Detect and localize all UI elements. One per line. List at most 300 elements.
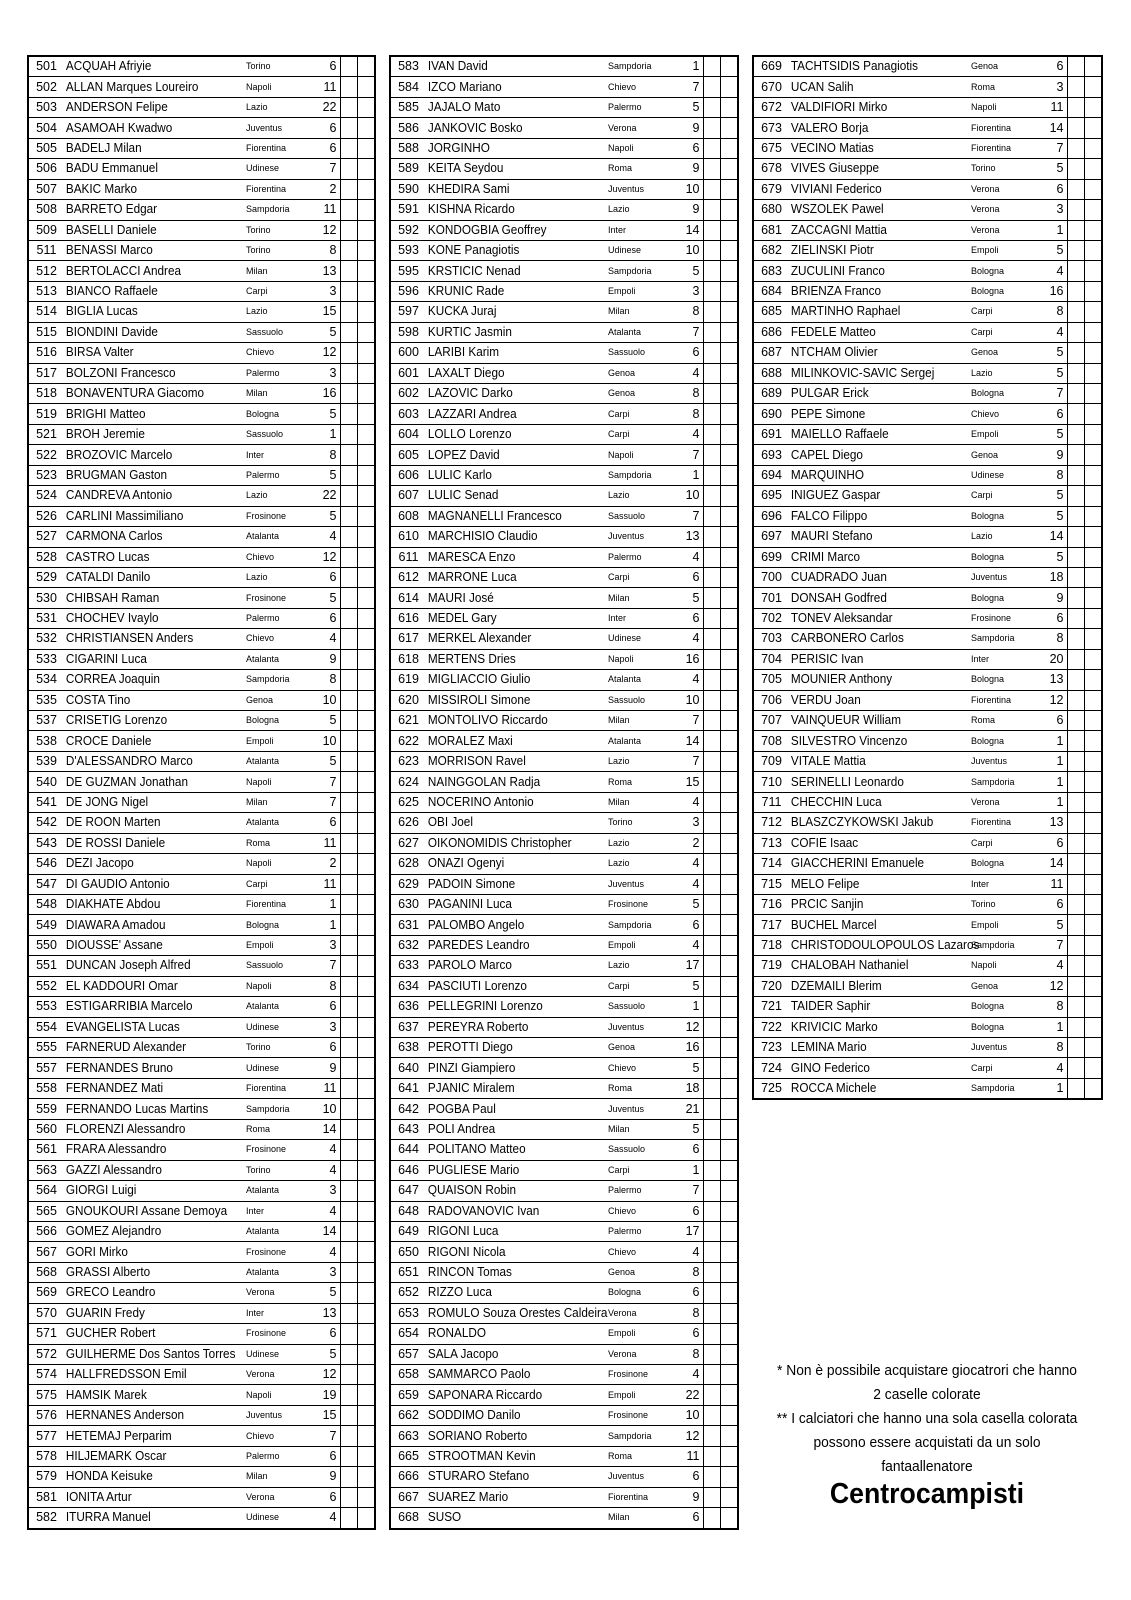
selection-box[interactable] bbox=[1084, 997, 1102, 1017]
selection-box[interactable] bbox=[1067, 527, 1084, 547]
selection-box[interactable] bbox=[1084, 404, 1102, 424]
selection-box[interactable] bbox=[340, 261, 357, 281]
selection-box[interactable] bbox=[1084, 486, 1102, 506]
selection-box[interactable] bbox=[340, 118, 357, 138]
selection-box[interactable] bbox=[1084, 751, 1102, 771]
selection-box[interactable] bbox=[357, 138, 375, 158]
selection-box[interactable] bbox=[720, 1099, 738, 1119]
selection-box[interactable] bbox=[1067, 751, 1084, 771]
selection-box[interactable] bbox=[357, 1467, 375, 1487]
selection-box[interactable] bbox=[340, 1385, 357, 1405]
selection-box[interactable] bbox=[703, 1344, 720, 1364]
selection-box[interactable] bbox=[340, 200, 357, 220]
selection-box[interactable] bbox=[720, 302, 738, 322]
selection-box[interactable] bbox=[720, 976, 738, 996]
selection-box[interactable] bbox=[340, 854, 357, 874]
selection-box[interactable] bbox=[1084, 649, 1102, 669]
selection-box[interactable] bbox=[357, 956, 375, 976]
selection-box[interactable] bbox=[340, 731, 357, 751]
selection-box[interactable] bbox=[1084, 731, 1102, 751]
selection-box[interactable] bbox=[357, 281, 375, 301]
selection-box[interactable] bbox=[720, 486, 738, 506]
selection-box[interactable] bbox=[720, 792, 738, 812]
selection-box[interactable] bbox=[720, 751, 738, 771]
selection-box[interactable] bbox=[1067, 138, 1084, 158]
selection-box[interactable] bbox=[1067, 997, 1084, 1017]
selection-box[interactable] bbox=[703, 588, 720, 608]
selection-box[interactable] bbox=[1067, 711, 1084, 731]
selection-box[interactable] bbox=[357, 404, 375, 424]
selection-box[interactable] bbox=[720, 220, 738, 240]
selection-box[interactable] bbox=[357, 1324, 375, 1344]
selection-box[interactable] bbox=[703, 240, 720, 260]
selection-box[interactable] bbox=[720, 1487, 738, 1507]
selection-box[interactable] bbox=[1067, 506, 1084, 526]
selection-box[interactable] bbox=[357, 261, 375, 281]
selection-box[interactable] bbox=[340, 670, 357, 690]
selection-box[interactable] bbox=[357, 1303, 375, 1323]
selection-box[interactable] bbox=[720, 1508, 738, 1529]
selection-box[interactable] bbox=[1084, 874, 1102, 894]
selection-box[interactable] bbox=[720, 179, 738, 199]
selection-box[interactable] bbox=[703, 322, 720, 342]
selection-box[interactable] bbox=[340, 424, 357, 444]
selection-box[interactable] bbox=[703, 281, 720, 301]
selection-box[interactable] bbox=[340, 56, 357, 77]
selection-box[interactable] bbox=[340, 302, 357, 322]
selection-box[interactable] bbox=[703, 670, 720, 690]
selection-box[interactable] bbox=[357, 547, 375, 567]
selection-box[interactable] bbox=[720, 1140, 738, 1160]
selection-box[interactable] bbox=[720, 322, 738, 342]
selection-box[interactable] bbox=[703, 874, 720, 894]
selection-box[interactable] bbox=[703, 138, 720, 158]
selection-box[interactable] bbox=[1067, 56, 1084, 77]
selection-box[interactable] bbox=[357, 1385, 375, 1405]
selection-box[interactable] bbox=[357, 486, 375, 506]
selection-box[interactable] bbox=[1084, 261, 1102, 281]
selection-box[interactable] bbox=[720, 343, 738, 363]
selection-box[interactable] bbox=[1084, 833, 1102, 853]
selection-box[interactable] bbox=[720, 527, 738, 547]
selection-box[interactable] bbox=[357, 97, 375, 117]
selection-box[interactable] bbox=[703, 894, 720, 914]
selection-box[interactable] bbox=[703, 997, 720, 1017]
selection-box[interactable] bbox=[1067, 649, 1084, 669]
selection-box[interactable] bbox=[1067, 567, 1084, 587]
selection-box[interactable] bbox=[1067, 976, 1084, 996]
selection-box[interactable] bbox=[1084, 118, 1102, 138]
selection-box[interactable] bbox=[703, 1078, 720, 1098]
selection-box[interactable] bbox=[1067, 792, 1084, 812]
selection-box[interactable] bbox=[720, 138, 738, 158]
selection-box[interactable] bbox=[1084, 813, 1102, 833]
selection-box[interactable] bbox=[357, 1365, 375, 1385]
selection-box[interactable] bbox=[1067, 220, 1084, 240]
selection-box[interactable] bbox=[340, 547, 357, 567]
selection-box[interactable] bbox=[357, 1017, 375, 1037]
selection-box[interactable] bbox=[1084, 240, 1102, 260]
selection-box[interactable] bbox=[340, 649, 357, 669]
selection-box[interactable] bbox=[720, 1405, 738, 1425]
selection-box[interactable] bbox=[703, 384, 720, 404]
selection-box[interactable] bbox=[703, 935, 720, 955]
selection-box[interactable] bbox=[340, 833, 357, 853]
selection-box[interactable] bbox=[703, 363, 720, 383]
selection-box[interactable] bbox=[720, 404, 738, 424]
selection-box[interactable] bbox=[1084, 608, 1102, 628]
selection-box[interactable] bbox=[340, 1467, 357, 1487]
selection-box[interactable] bbox=[340, 343, 357, 363]
selection-box[interactable] bbox=[1084, 200, 1102, 220]
selection-box[interactable] bbox=[703, 1405, 720, 1425]
selection-box[interactable] bbox=[1084, 792, 1102, 812]
selection-box[interactable] bbox=[1084, 670, 1102, 690]
selection-box[interactable] bbox=[1084, 956, 1102, 976]
selection-box[interactable] bbox=[1067, 608, 1084, 628]
selection-box[interactable] bbox=[720, 935, 738, 955]
selection-box[interactable] bbox=[357, 343, 375, 363]
selection-box[interactable] bbox=[1084, 220, 1102, 240]
selection-box[interactable] bbox=[703, 567, 720, 587]
selection-box[interactable] bbox=[1084, 854, 1102, 874]
selection-box[interactable] bbox=[1084, 465, 1102, 485]
selection-box[interactable] bbox=[703, 629, 720, 649]
selection-box[interactable] bbox=[703, 1242, 720, 1262]
selection-box[interactable] bbox=[720, 506, 738, 526]
selection-box[interactable] bbox=[703, 1038, 720, 1058]
selection-box[interactable] bbox=[340, 1262, 357, 1282]
selection-box[interactable] bbox=[340, 711, 357, 731]
selection-box[interactable] bbox=[357, 1140, 375, 1160]
selection-box[interactable] bbox=[703, 200, 720, 220]
selection-box[interactable] bbox=[340, 629, 357, 649]
selection-box[interactable] bbox=[357, 77, 375, 97]
selection-box[interactable] bbox=[720, 1038, 738, 1058]
selection-box[interactable] bbox=[703, 772, 720, 792]
selection-box[interactable] bbox=[340, 567, 357, 587]
selection-box[interactable] bbox=[357, 731, 375, 751]
selection-box[interactable] bbox=[720, 77, 738, 97]
selection-box[interactable] bbox=[720, 240, 738, 260]
selection-box[interactable] bbox=[340, 138, 357, 158]
selection-box[interactable] bbox=[357, 1426, 375, 1446]
selection-box[interactable] bbox=[340, 1426, 357, 1446]
selection-box[interactable] bbox=[357, 711, 375, 731]
selection-box[interactable] bbox=[1067, 588, 1084, 608]
selection-box[interactable] bbox=[340, 1344, 357, 1364]
selection-box[interactable] bbox=[1067, 915, 1084, 935]
selection-box[interactable] bbox=[1067, 97, 1084, 117]
selection-box[interactable] bbox=[340, 1487, 357, 1507]
selection-box[interactable] bbox=[357, 56, 375, 77]
selection-box[interactable] bbox=[1084, 711, 1102, 731]
selection-box[interactable] bbox=[340, 77, 357, 97]
selection-box[interactable] bbox=[703, 261, 720, 281]
selection-box[interactable] bbox=[340, 1508, 357, 1529]
selection-box[interactable] bbox=[720, 1365, 738, 1385]
selection-box[interactable] bbox=[357, 1487, 375, 1507]
selection-box[interactable] bbox=[357, 527, 375, 547]
selection-box[interactable] bbox=[1067, 424, 1084, 444]
selection-box[interactable] bbox=[357, 874, 375, 894]
selection-box[interactable] bbox=[1084, 1017, 1102, 1037]
selection-box[interactable] bbox=[720, 1058, 738, 1078]
selection-box[interactable] bbox=[340, 915, 357, 935]
selection-box[interactable] bbox=[720, 608, 738, 628]
selection-box[interactable] bbox=[720, 1303, 738, 1323]
selection-box[interactable] bbox=[703, 690, 720, 710]
selection-box[interactable] bbox=[703, 1365, 720, 1385]
selection-box[interactable] bbox=[720, 1160, 738, 1180]
selection-box[interactable] bbox=[1084, 97, 1102, 117]
selection-box[interactable] bbox=[1067, 77, 1084, 97]
selection-box[interactable] bbox=[340, 1038, 357, 1058]
selection-box[interactable] bbox=[720, 772, 738, 792]
selection-box[interactable] bbox=[340, 813, 357, 833]
selection-box[interactable] bbox=[1067, 343, 1084, 363]
selection-box[interactable] bbox=[1067, 670, 1084, 690]
selection-box[interactable] bbox=[1084, 629, 1102, 649]
selection-box[interactable] bbox=[1067, 1078, 1084, 1099]
selection-box[interactable] bbox=[720, 465, 738, 485]
selection-box[interactable] bbox=[357, 200, 375, 220]
selection-box[interactable] bbox=[703, 833, 720, 853]
selection-box[interactable] bbox=[1067, 935, 1084, 955]
selection-box[interactable] bbox=[703, 527, 720, 547]
selection-box[interactable] bbox=[340, 1221, 357, 1241]
selection-box[interactable] bbox=[340, 1324, 357, 1344]
selection-box[interactable] bbox=[720, 1283, 738, 1303]
selection-box[interactable] bbox=[703, 751, 720, 771]
selection-box[interactable] bbox=[1067, 690, 1084, 710]
selection-box[interactable] bbox=[340, 240, 357, 260]
selection-box[interactable] bbox=[357, 1221, 375, 1241]
selection-box[interactable] bbox=[703, 1160, 720, 1180]
selection-box[interactable] bbox=[340, 527, 357, 547]
selection-box[interactable] bbox=[720, 200, 738, 220]
selection-box[interactable] bbox=[703, 343, 720, 363]
selection-box[interactable] bbox=[720, 384, 738, 404]
selection-box[interactable] bbox=[1084, 424, 1102, 444]
selection-box[interactable] bbox=[1084, 894, 1102, 914]
selection-box[interactable] bbox=[1067, 833, 1084, 853]
selection-box[interactable] bbox=[1084, 567, 1102, 587]
selection-box[interactable] bbox=[720, 813, 738, 833]
selection-box[interactable] bbox=[1067, 813, 1084, 833]
selection-box[interactable] bbox=[703, 445, 720, 465]
selection-box[interactable] bbox=[357, 1119, 375, 1139]
selection-box[interactable] bbox=[1084, 690, 1102, 710]
selection-box[interactable] bbox=[357, 997, 375, 1017]
selection-box[interactable] bbox=[340, 506, 357, 526]
selection-box[interactable] bbox=[357, 179, 375, 199]
selection-box[interactable] bbox=[340, 1160, 357, 1180]
selection-box[interactable] bbox=[720, 1385, 738, 1405]
selection-box[interactable] bbox=[720, 670, 738, 690]
selection-box[interactable] bbox=[340, 1017, 357, 1037]
selection-box[interactable] bbox=[1067, 547, 1084, 567]
selection-box[interactable] bbox=[340, 179, 357, 199]
selection-box[interactable] bbox=[703, 506, 720, 526]
selection-box[interactable] bbox=[703, 179, 720, 199]
selection-box[interactable] bbox=[703, 731, 720, 751]
selection-box[interactable] bbox=[357, 240, 375, 260]
selection-box[interactable] bbox=[1067, 894, 1084, 914]
selection-box[interactable] bbox=[703, 1140, 720, 1160]
selection-box[interactable] bbox=[340, 1140, 357, 1160]
selection-box[interactable] bbox=[703, 1181, 720, 1201]
selection-box[interactable] bbox=[340, 690, 357, 710]
selection-box[interactable] bbox=[1067, 322, 1084, 342]
selection-box[interactable] bbox=[720, 874, 738, 894]
selection-box[interactable] bbox=[720, 588, 738, 608]
selection-box[interactable] bbox=[1067, 179, 1084, 199]
selection-box[interactable] bbox=[703, 813, 720, 833]
selection-box[interactable] bbox=[340, 1078, 357, 1098]
selection-box[interactable] bbox=[357, 302, 375, 322]
selection-box[interactable] bbox=[1067, 240, 1084, 260]
selection-box[interactable] bbox=[720, 915, 738, 935]
selection-box[interactable] bbox=[1067, 261, 1084, 281]
selection-box[interactable] bbox=[340, 976, 357, 996]
selection-box[interactable] bbox=[340, 404, 357, 424]
selection-box[interactable] bbox=[357, 445, 375, 465]
selection-box[interactable] bbox=[340, 322, 357, 342]
selection-box[interactable] bbox=[340, 1058, 357, 1078]
selection-box[interactable] bbox=[340, 1201, 357, 1221]
selection-box[interactable] bbox=[357, 1099, 375, 1119]
selection-box[interactable] bbox=[357, 894, 375, 914]
selection-box[interactable] bbox=[340, 1099, 357, 1119]
selection-box[interactable] bbox=[1084, 935, 1102, 955]
selection-box[interactable] bbox=[357, 1078, 375, 1098]
selection-box[interactable] bbox=[720, 690, 738, 710]
selection-box[interactable] bbox=[703, 1487, 720, 1507]
selection-box[interactable] bbox=[357, 935, 375, 955]
selection-box[interactable] bbox=[1067, 1058, 1084, 1078]
selection-box[interactable] bbox=[1067, 363, 1084, 383]
selection-box[interactable] bbox=[703, 711, 720, 731]
selection-box[interactable] bbox=[357, 670, 375, 690]
selection-box[interactable] bbox=[1067, 731, 1084, 751]
selection-box[interactable] bbox=[1084, 547, 1102, 567]
selection-box[interactable] bbox=[703, 1303, 720, 1323]
selection-box[interactable] bbox=[720, 629, 738, 649]
selection-box[interactable] bbox=[340, 97, 357, 117]
selection-box[interactable] bbox=[357, 649, 375, 669]
selection-box[interactable] bbox=[703, 159, 720, 179]
selection-box[interactable] bbox=[357, 1038, 375, 1058]
selection-box[interactable] bbox=[357, 1446, 375, 1466]
selection-box[interactable] bbox=[357, 833, 375, 853]
selection-box[interactable] bbox=[703, 1446, 720, 1466]
selection-box[interactable] bbox=[340, 1405, 357, 1425]
selection-box[interactable] bbox=[703, 1058, 720, 1078]
selection-box[interactable] bbox=[1084, 138, 1102, 158]
selection-box[interactable] bbox=[703, 220, 720, 240]
selection-box[interactable] bbox=[720, 547, 738, 567]
selection-box[interactable] bbox=[357, 567, 375, 587]
selection-box[interactable] bbox=[340, 1446, 357, 1466]
selection-box[interactable] bbox=[1084, 179, 1102, 199]
selection-box[interactable] bbox=[703, 302, 720, 322]
selection-box[interactable] bbox=[720, 1344, 738, 1364]
selection-box[interactable] bbox=[1084, 527, 1102, 547]
selection-box[interactable] bbox=[340, 220, 357, 240]
selection-box[interactable] bbox=[703, 1221, 720, 1241]
selection-box[interactable] bbox=[340, 159, 357, 179]
selection-box[interactable] bbox=[703, 465, 720, 485]
selection-box[interactable] bbox=[357, 1242, 375, 1262]
selection-box[interactable] bbox=[357, 1344, 375, 1364]
selection-box[interactable] bbox=[1084, 1078, 1102, 1099]
selection-box[interactable] bbox=[1084, 159, 1102, 179]
selection-box[interactable] bbox=[340, 751, 357, 771]
selection-box[interactable] bbox=[720, 1426, 738, 1446]
selection-box[interactable] bbox=[340, 588, 357, 608]
selection-box[interactable] bbox=[703, 956, 720, 976]
selection-box[interactable] bbox=[1067, 384, 1084, 404]
selection-box[interactable] bbox=[357, 424, 375, 444]
selection-box[interactable] bbox=[1067, 302, 1084, 322]
selection-box[interactable] bbox=[720, 649, 738, 669]
selection-box[interactable] bbox=[703, 1201, 720, 1221]
selection-box[interactable] bbox=[703, 1324, 720, 1344]
selection-box[interactable] bbox=[357, 813, 375, 833]
selection-box[interactable] bbox=[340, 1283, 357, 1303]
selection-box[interactable] bbox=[1084, 445, 1102, 465]
selection-box[interactable] bbox=[357, 159, 375, 179]
selection-box[interactable] bbox=[357, 1262, 375, 1282]
selection-box[interactable] bbox=[703, 1426, 720, 1446]
selection-box[interactable] bbox=[703, 608, 720, 628]
selection-box[interactable] bbox=[720, 159, 738, 179]
selection-box[interactable] bbox=[357, 363, 375, 383]
selection-box[interactable] bbox=[1067, 772, 1084, 792]
selection-box[interactable] bbox=[720, 1221, 738, 1241]
selection-box[interactable] bbox=[703, 404, 720, 424]
selection-box[interactable] bbox=[703, 1119, 720, 1139]
selection-box[interactable] bbox=[703, 1467, 720, 1487]
selection-box[interactable] bbox=[703, 118, 720, 138]
selection-box[interactable] bbox=[703, 854, 720, 874]
selection-box[interactable] bbox=[357, 976, 375, 996]
selection-box[interactable] bbox=[720, 997, 738, 1017]
selection-box[interactable] bbox=[357, 1181, 375, 1201]
selection-box[interactable] bbox=[720, 56, 738, 77]
selection-box[interactable] bbox=[703, 424, 720, 444]
selection-box[interactable] bbox=[703, 649, 720, 669]
selection-box[interactable] bbox=[720, 1201, 738, 1221]
selection-box[interactable] bbox=[1067, 629, 1084, 649]
selection-box[interactable] bbox=[720, 261, 738, 281]
selection-box[interactable] bbox=[720, 711, 738, 731]
selection-box[interactable] bbox=[357, 751, 375, 771]
selection-box[interactable] bbox=[357, 915, 375, 935]
selection-box[interactable] bbox=[720, 1262, 738, 1282]
selection-box[interactable] bbox=[340, 445, 357, 465]
selection-box[interactable] bbox=[340, 935, 357, 955]
selection-box[interactable] bbox=[1067, 486, 1084, 506]
selection-box[interactable] bbox=[720, 1078, 738, 1098]
selection-box[interactable] bbox=[1084, 1058, 1102, 1078]
selection-box[interactable] bbox=[357, 322, 375, 342]
selection-box[interactable] bbox=[720, 424, 738, 444]
selection-box[interactable] bbox=[1084, 1038, 1102, 1058]
selection-box[interactable] bbox=[340, 956, 357, 976]
selection-box[interactable] bbox=[720, 118, 738, 138]
